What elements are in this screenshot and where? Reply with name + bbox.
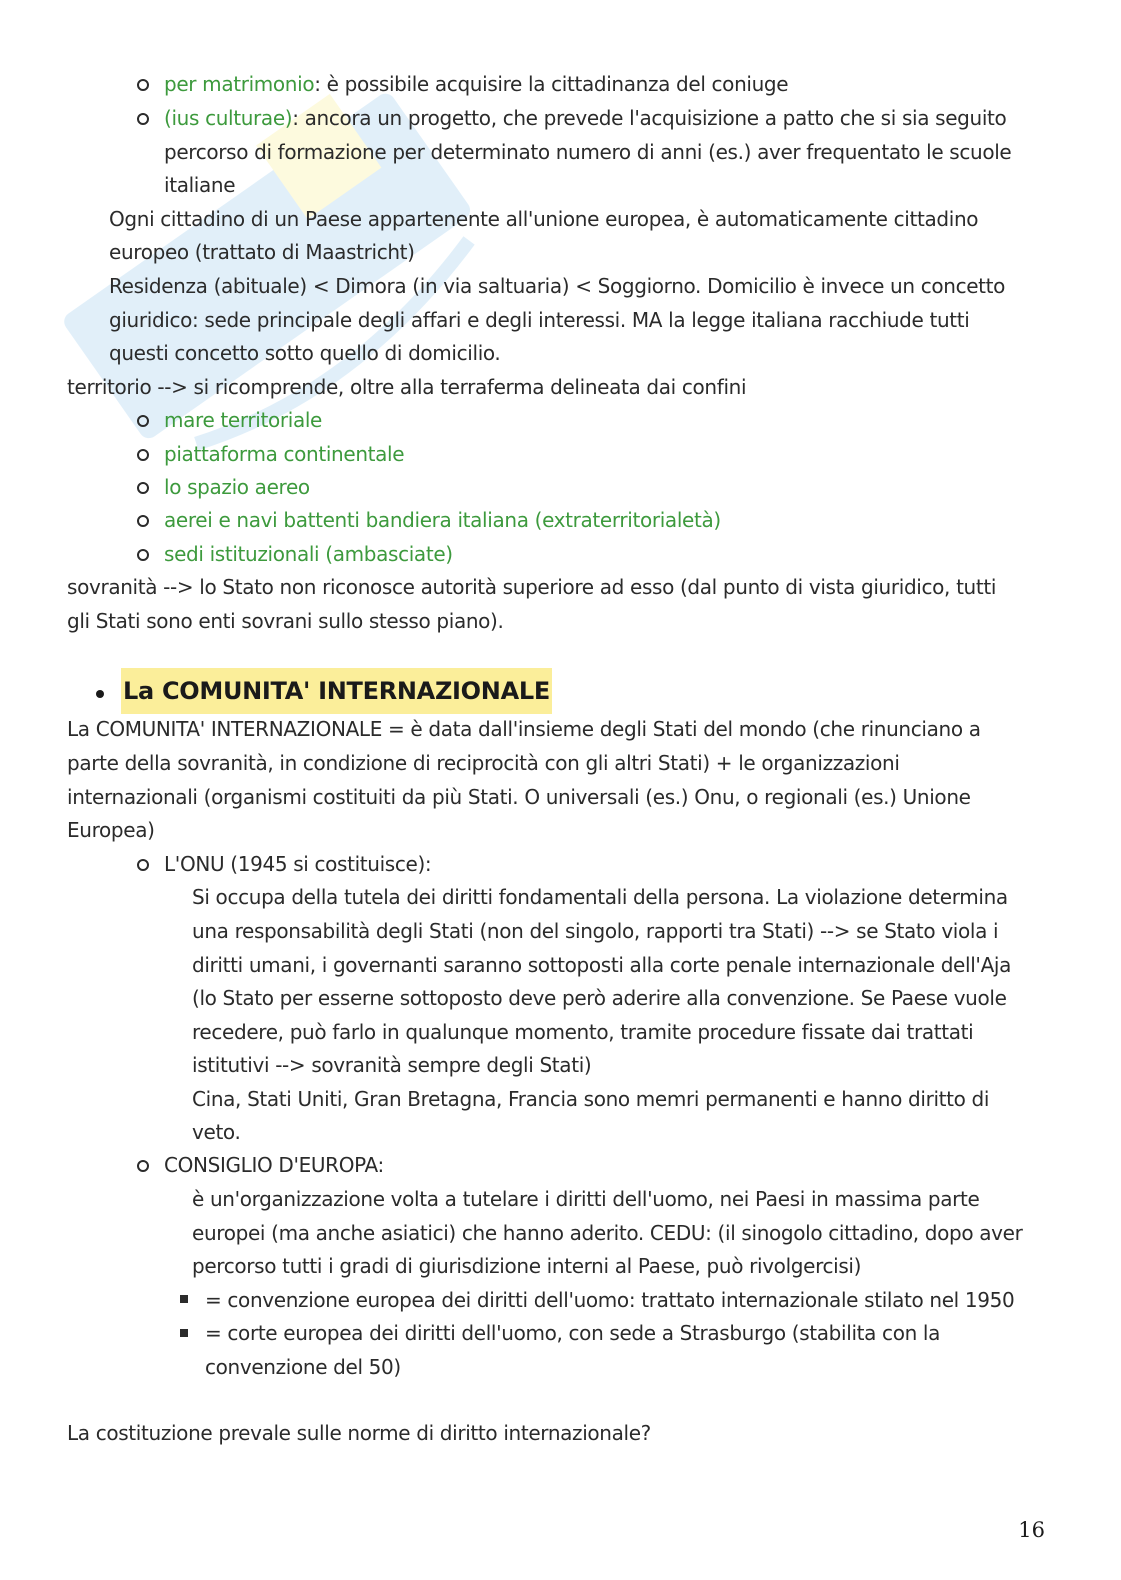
consiglio-line: percorso tutti i gradi di giurisdizione interni al Paese, può rivolgercisi) <box>192 1254 862 1278</box>
onu-line: una responsabilità degli Stati (non del singolo, rapporti tra Stati) --> se Stato viola i <box>192 919 999 943</box>
closing-question: La costituzione prevale sulle norme di diritto internazionale? <box>67 1421 651 1445</box>
bullet-circle-icon <box>137 515 149 527</box>
page-number: 16 <box>1018 1518 1045 1542</box>
section-intro-line4: Europea) <box>67 818 155 842</box>
paragraph-sovranita-line1: sovranità --> lo Stato non riconosce autorità superiore ad esso (dal punto di vista giuridico, tutti <box>67 575 997 599</box>
territorio-item: aerei e navi battenti bandiera italiana (extraterritorialetà) <box>164 508 721 532</box>
paragraph-eu-line2: europeo (trattato di Maastricht) <box>109 240 415 264</box>
onu-line: diritti umani, i governanti saranno sottoposti alla corte penale internazionale dell'Aja <box>192 953 1012 977</box>
section-intro-line3: internazionali (organismi costituiti da più Stati. O universali (es.) Onu, o regionali (es.) Unione <box>67 785 971 809</box>
bullet-circle-icon <box>137 449 149 461</box>
onu-line: recedere, può farlo in qualunque momento, tramite procedure fissate dai trattati <box>192 1020 974 1044</box>
consiglio-line: europei (ma anche asiatici) che hanno aderito. CEDU: (il sinogolo cittadino, dopo aver <box>192 1221 1023 1245</box>
bullet-circle-icon <box>137 113 149 125</box>
consiglio-bullet-corte-line1: = corte europea dei diritti dell'uomo, con sede a Strasburgo (stabilita con la <box>205 1321 941 1345</box>
bullet-circle-icon <box>137 79 149 91</box>
paragraph-sovranita-line2: gli Stati sono enti sovrani sullo stesso piano). <box>67 609 504 633</box>
consiglio-title: CONSIGLIO D'EUROPA: <box>164 1153 384 1177</box>
onu-line: Cina, Stati Uniti, Gran Bretagna, Francia sono memri permanenti e hanno diritto di <box>192 1087 990 1111</box>
bullet-circle-icon <box>137 1160 149 1172</box>
territorio-item: mare territoriale <box>164 408 323 432</box>
item-culturae-label: (ius culturae) <box>164 106 293 130</box>
onu-line: istitutivi --> sovranità sempre degli Stati) <box>192 1053 592 1077</box>
paragraph-residenza-line2: giuridico: sede principale degli affari e degli interessi. MA la legge italiana racchiude tutti <box>109 308 970 332</box>
territorio-item: sedi istituzionali (ambasciate) <box>164 542 453 566</box>
onu-line: veto. <box>192 1120 241 1144</box>
onu-title: L'ONU (1945 si costituisce): <box>164 852 432 876</box>
item-matrimonio <box>164 67 788 101</box>
item-culturae-text: : ancora un progetto, che prevede l'acquisizione a patto che si sia seguito <box>292 106 1007 130</box>
onu-line: (lo Stato per esserne sottoposto deve però aderire alla convenzione. Se Paese vuole <box>192 986 1007 1010</box>
bullet-square-icon <box>180 1295 188 1303</box>
consiglio-bullet-corte-line2: convenzione del 50) <box>205 1355 401 1379</box>
paragraph-eu-line1: Ogni cittadino di un Paese appartenente all'unione europea, è automaticamente cittadino <box>109 207 979 231</box>
paragraph-territorio: territorio --> si ricomprende, oltre alla terraferma delineata dai confini <box>67 375 747 399</box>
territorio-item: lo spazio aereo <box>164 475 310 499</box>
item-culturae <box>164 101 1006 135</box>
bullet-circle-icon <box>137 859 149 871</box>
section-heading: La COMUNITA' INTERNAZIONALE <box>121 668 552 714</box>
bullet-circle-icon <box>137 549 149 561</box>
item-culturae-line3: italiane <box>164 173 236 197</box>
bullet-circle-icon <box>137 415 149 427</box>
item-culturae-line2: percorso di formazione per determinato numero di anni (es.) aver frequentato le scuole <box>164 140 1012 164</box>
territorio-item: piattaforma continentale <box>164 442 405 466</box>
section-intro-line1: La COMUNITA' INTERNAZIONALE = è data dall'insieme degli Stati del mondo (che rinunciano a <box>67 717 981 741</box>
consiglio-bullet-convenzione: = convenzione europea dei diritti dell'uomo: trattato internazionale stilato nel 1950 <box>205 1288 1015 1312</box>
item-matrimonio-label: per matrimonio <box>164 72 315 96</box>
paragraph-residenza-line1: Residenza (abituale) < Dimora (in via saltuaria) < Soggiorno. Domicilio è invece un concetto <box>109 274 1006 298</box>
item-matrimonio-text: : è possibile acquisire la cittadinanza del coniuge <box>314 72 789 96</box>
bullet-dot-icon <box>96 690 104 698</box>
bullet-circle-icon <box>137 482 149 494</box>
bullet-square-icon <box>180 1329 188 1337</box>
section-intro-line2: parte della sovranità, in condizione di reciprocità con gli altri Stati) + le organizzazioni <box>67 751 900 775</box>
onu-line: Si occupa della tutela dei diritti fondamentali della persona. La violazione determina <box>192 885 1008 909</box>
paragraph-residenza-line3: questi concetto sotto quello di domicilio. <box>109 341 501 365</box>
consiglio-line: è un'organizzazione volta a tutelare i diritti dell'uomo, nei Paesi in massima parte <box>192 1187 980 1211</box>
